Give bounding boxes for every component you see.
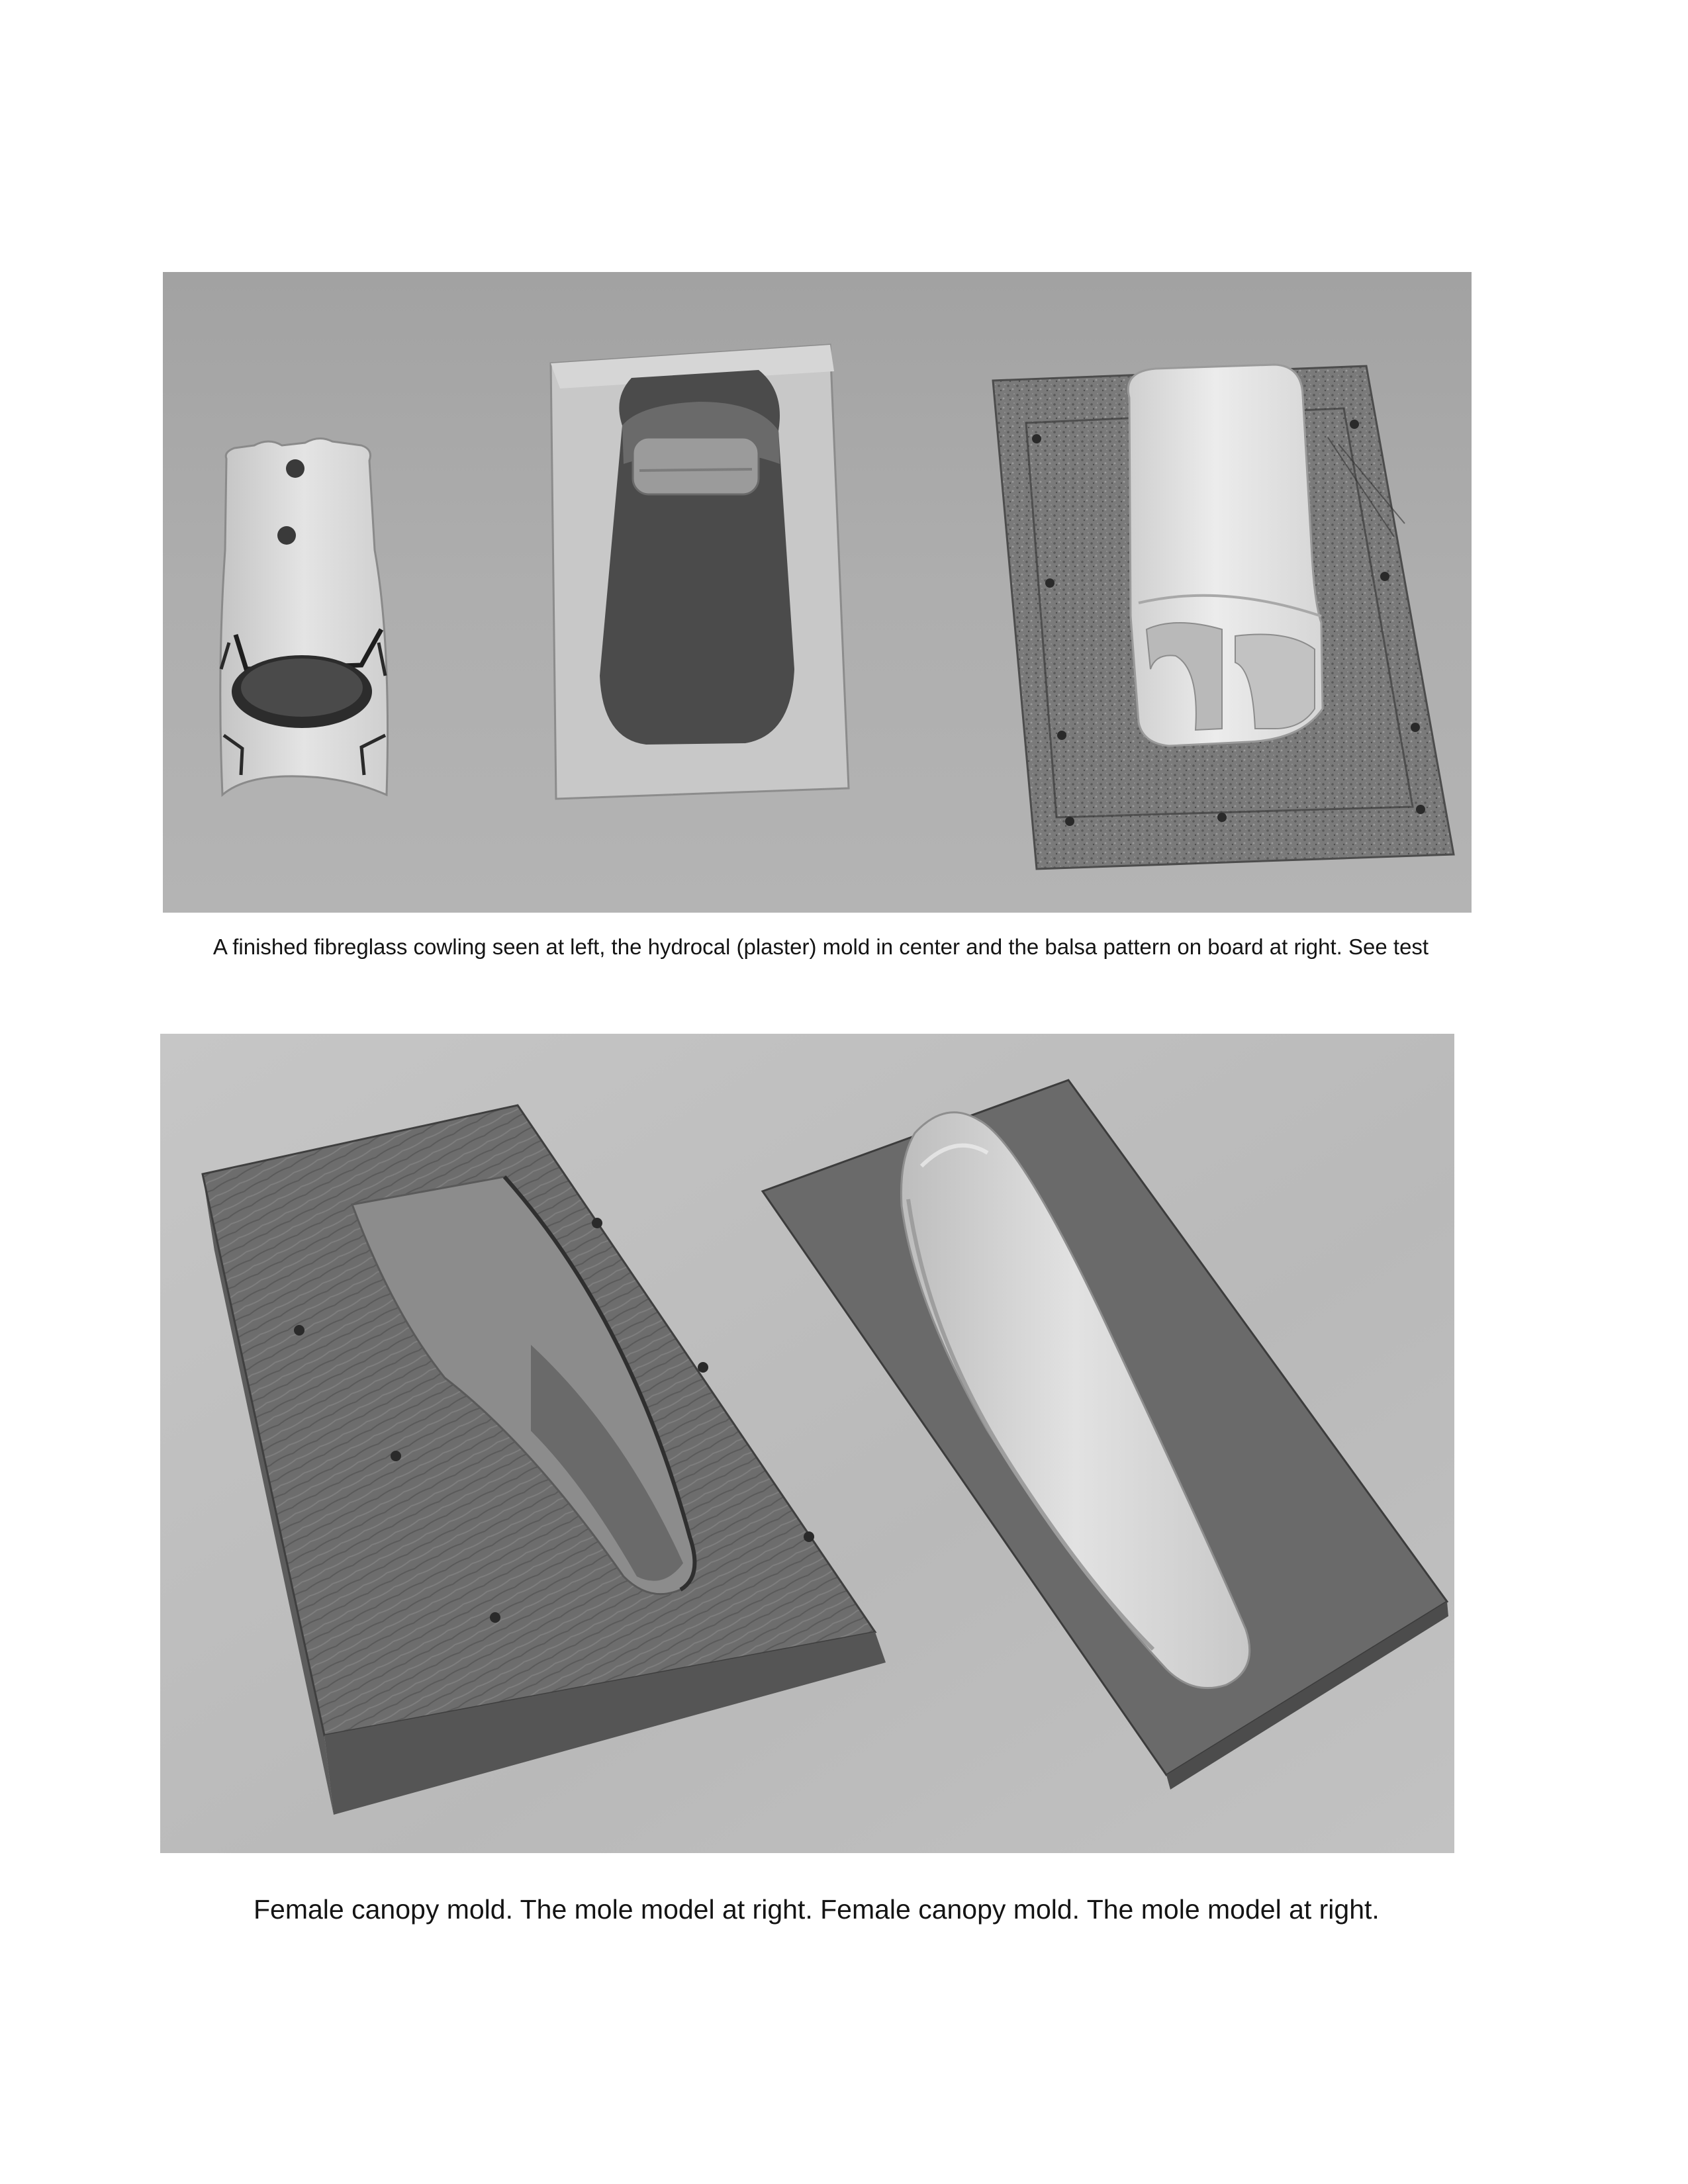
fibreglass-cowling xyxy=(220,438,388,795)
canopy-mold-photo xyxy=(160,1034,1454,1853)
cowling-mold-photo xyxy=(163,272,1472,913)
canopy-mold-photo-drawing xyxy=(160,1034,1454,1853)
figure-caption-canopy: Female canopy mold. The mole model at right. Female canopy mold. The mole model at right. xyxy=(254,1894,1380,1925)
figure-caption-cowling: A finished fibreglass cowling seen at left, the hydrocal (plaster) mold in center and the balsa pattern on board at right. See test xyxy=(212,934,1429,959)
cowling-mold-photo-drawing xyxy=(163,272,1472,913)
hydrocal-plaster-mold xyxy=(551,345,849,799)
